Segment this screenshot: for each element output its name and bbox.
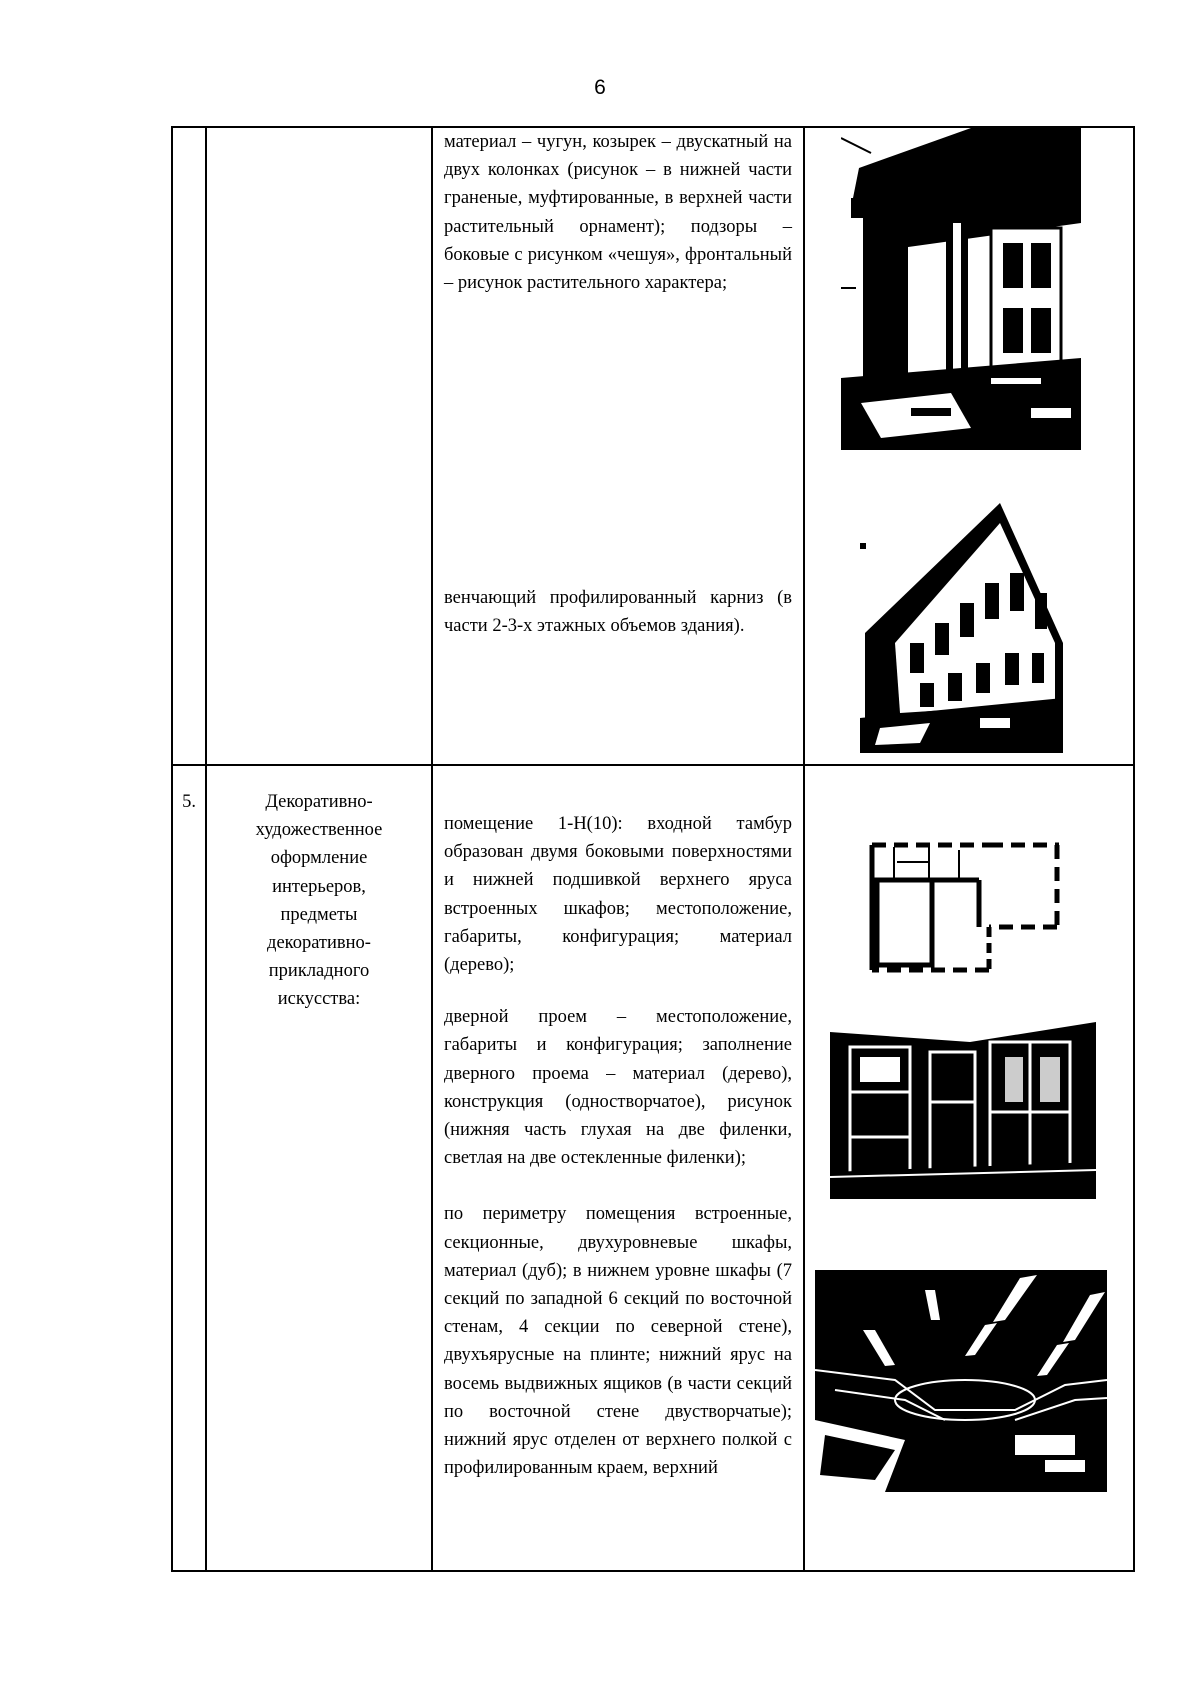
heritage-table	[171, 126, 1135, 1572]
item-name-line: Декоративно-	[265, 792, 373, 812]
row-description-cell	[432, 765, 804, 1571]
interior-doorway-photo	[830, 1002, 1096, 1199]
canopy-porch-photo	[841, 128, 1081, 450]
row-name-cell	[206, 127, 432, 765]
row-name-cell	[206, 765, 432, 1571]
row-description-cell	[432, 127, 804, 765]
row-images-cell	[804, 127, 1134, 765]
interior-room-photo	[815, 1270, 1107, 1492]
item-name-line: декоративно-	[267, 933, 371, 954]
page-number: 6	[594, 76, 606, 99]
table-row	[172, 765, 1134, 1571]
item-name-line: прикладного	[268, 961, 370, 982]
description-block: помещение 1-Н(10): входной тамбур образован двумя боковыми поверхностями и нижней подшивкой верхнего яруса встроенных шкафов; местоположение, габариты, конфигурация; материал (дерево);	[444, 814, 792, 976]
row-number-cell	[172, 127, 206, 765]
row-images-cell	[804, 765, 1134, 1571]
item-name-line: оформление	[270, 848, 368, 869]
building-facade-photo	[860, 503, 1063, 753]
description-block: материал – чугун, козырек – двускатный на двух колонках (рисунок – в нижней части граненые, муфтированные, в верхней части растительный орнамент); подзоры – боковые с рисунком «чешуя», фронтальный – рисунок растительного характера;	[444, 132, 792, 294]
floor-plan-diagram	[869, 842, 1062, 974]
item-name-line: предметы	[280, 904, 358, 925]
description-block: дверной проем – местоположение, габариты и конфигурация; заполнение дверного проема – материал (дерево), конструкция (одностворчатое), рисунок (нижняя часть глухая на две филенки, светлая на две остекленные филенки);	[444, 1007, 792, 1169]
item-name-line: интерьеров,	[272, 876, 366, 897]
item-name-line: художественное	[255, 820, 383, 841]
description-block: венчающий профилированный карниз (в части 2-3-х этажных объемов здания).	[444, 588, 792, 637]
item-name-line: искусства:	[277, 989, 361, 1010]
description-block: по периметру помещения встроенные, секционные, двухуровневые шкафы, материал (дуб); в нижнем уровне шкафы (7 секций по западной 6 секций по восточной стенам, 4 секции по северной стене), двухъярусные на плинте; нижний ярус на восемь выдвижных ящиков (в части секций по восточной стене двустворчатые); нижний ярус отделен от верхнего полкой с профилированным краем, верхний	[444, 1204, 792, 1479]
table-row	[172, 127, 1134, 765]
row-number-cell: 5.	[172, 765, 206, 1571]
